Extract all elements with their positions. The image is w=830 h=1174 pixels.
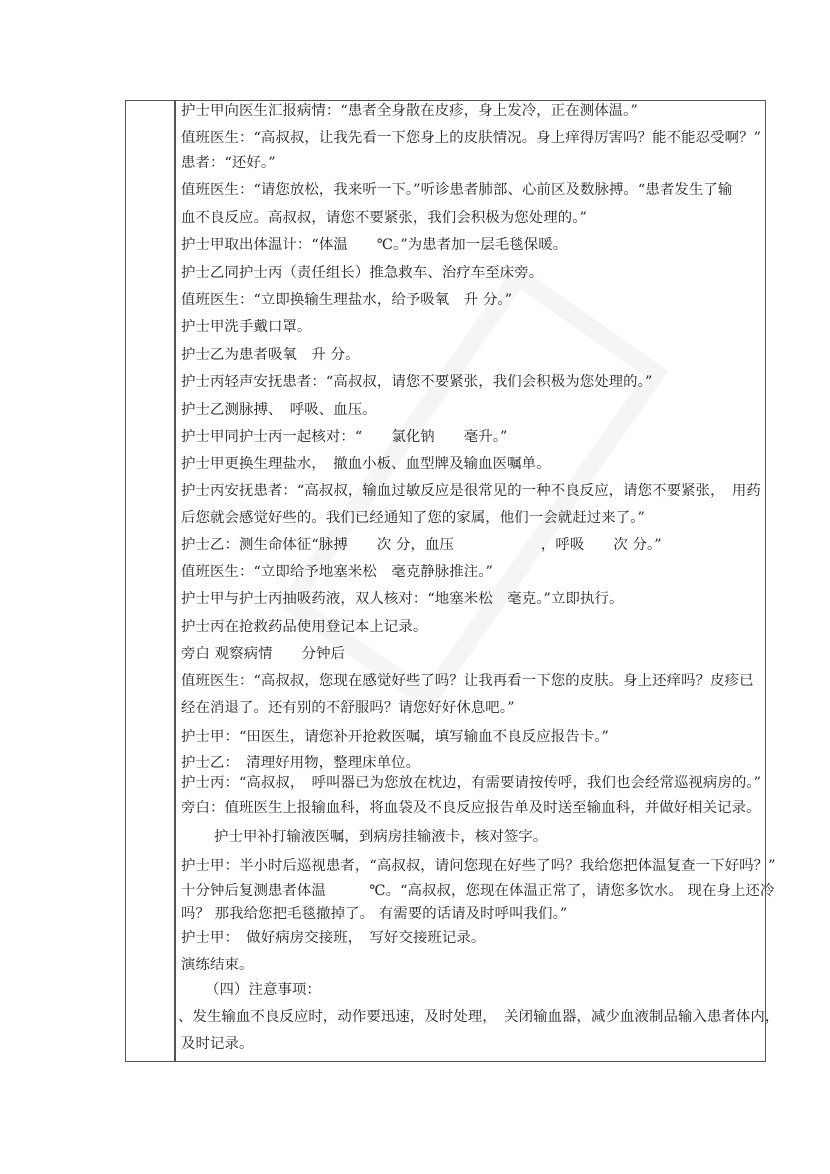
text-line: 、发生输血不良反应时，动作要迅速，及时处理， 关闭输血器，减少血液制品输入患者体内， [178,1009,780,1025]
text-line: 血不良反应。高叔叔，请您不要紧张，我们会积极为您处理的。” [181,210,587,226]
text-line: 护士甲更换生理盐水， 撤血小板、血型牌及输血医嘱单。 [181,456,551,472]
text-line: 值班医生：“立即给予地塞米松 毫克静脉推注。” [181,564,494,580]
text-line: 护士甲同护士丙一起核对：“ 氯化钠 毫升。” [181,429,508,445]
text-line: 护士乙：测生命体征“脉搏 次 分，血压 ，呼吸 次 分。” [181,537,662,553]
text-line: 演练结束。 [181,957,254,973]
text-line: 值班医生：“请您放松，我来听一下。”听诊患者肺部、心前区及数脉搏。“患者发生了输 [181,182,733,198]
text-line: 护士乙同护士丙（责任组长）推急救车、治疗车至床旁。 [181,265,544,281]
text-line: 及时记录。 [181,1036,254,1052]
section-heading: （四）注意事项： [205,982,321,998]
text-line: 护士甲取出体温计：“体温 ℃。”为患者加一层毛毯保暖。 [181,237,568,253]
text-line: 护士丙：“高叔叔， 呼叫器已为您放在枕边，有需要请按传呼，我们也会经常巡视病房的。” [181,775,762,791]
column-divider [174,100,176,1062]
text-line: 吗？ 那我给您把毛毯撤掉了。 有需要的话请及时呼叫我们。” [181,906,568,922]
text-line: 护士乙测脉搏、 呼吸、血压。 [181,402,377,418]
text-line: 护士丙安抚患者：“高叔叔，输血过敏反应是很常见的一种不良反应，请您不要紧张， 用药 [181,483,761,499]
text-line: 护士甲：“田医生，请您补开抢救医嘱，填写输血不良反应报告卡。” [181,729,609,745]
text-line: 护士甲洗手戴口罩。 [181,319,312,335]
text-line: 护士丙在抢救药品使用登记本上记录。 [181,619,428,635]
text-line: 后您就会感觉好些的。我们已经通知了您的家属，他们一会就赶过来了。” [181,510,645,526]
text-line: 十分钟后复测患者体温 ℃。“高叔叔，您现在体温正常了，请您多饮水。 现在身上还冷 [181,883,775,899]
text-line: 经在消退了。还有别的不舒服吗？请您好好休息吧。” [181,700,515,716]
text-line: 护士甲： 做好病房交接班， 写好交接班记录。 [181,930,486,946]
text-line: 值班医生：“立即换输生理盐水，给予吸氧 升 分。” [181,292,513,308]
text-line: 护士乙： 清理好用物，整理床单位。 [181,755,421,771]
text-line: 护士甲：半小时后巡视患者，“高叔叔，请问您现在好些了吗？我给您把体温复查一下好吗？” [181,858,776,874]
text-line: 值班医生：“高叔叔，您现在感觉好些了吗？让我再看一下您的皮肤。身上还痒吗？皮疹已 [181,673,754,689]
text-line: 患者：“还好。” [181,155,276,171]
text-line: 旁白：值班医生上报输血科，将血袋及不良反应报告单及时送至输血科，并做好相关记录。 [181,800,761,816]
text-line: 值班医生：“高叔叔，让我先看一下您身上的皮肤情况。身上痒得厉害吗？能不能忍受啊？” [181,130,762,146]
text-line: 护士甲向医生汇报病情：“患者全身散在皮疹，身上发冷，正在测体温。” [181,103,638,119]
text-line: 护士乙为患者吸氧 升 分。 [181,347,360,363]
text-line: 护士甲补打输液医嘱，到病房挂输液卡，核对签字。 [214,829,548,845]
text-line: 护士丙轻声安抚患者：“高叔叔，请您不要紧张，我们会积极为您处理的。” [181,374,653,390]
text-line: 护士甲与护士丙抽吸药液，双人核对：“地塞米松 毫克。”立即执行。 [181,591,624,607]
text-line: 旁白 观察病情 分钟后 [181,646,346,662]
